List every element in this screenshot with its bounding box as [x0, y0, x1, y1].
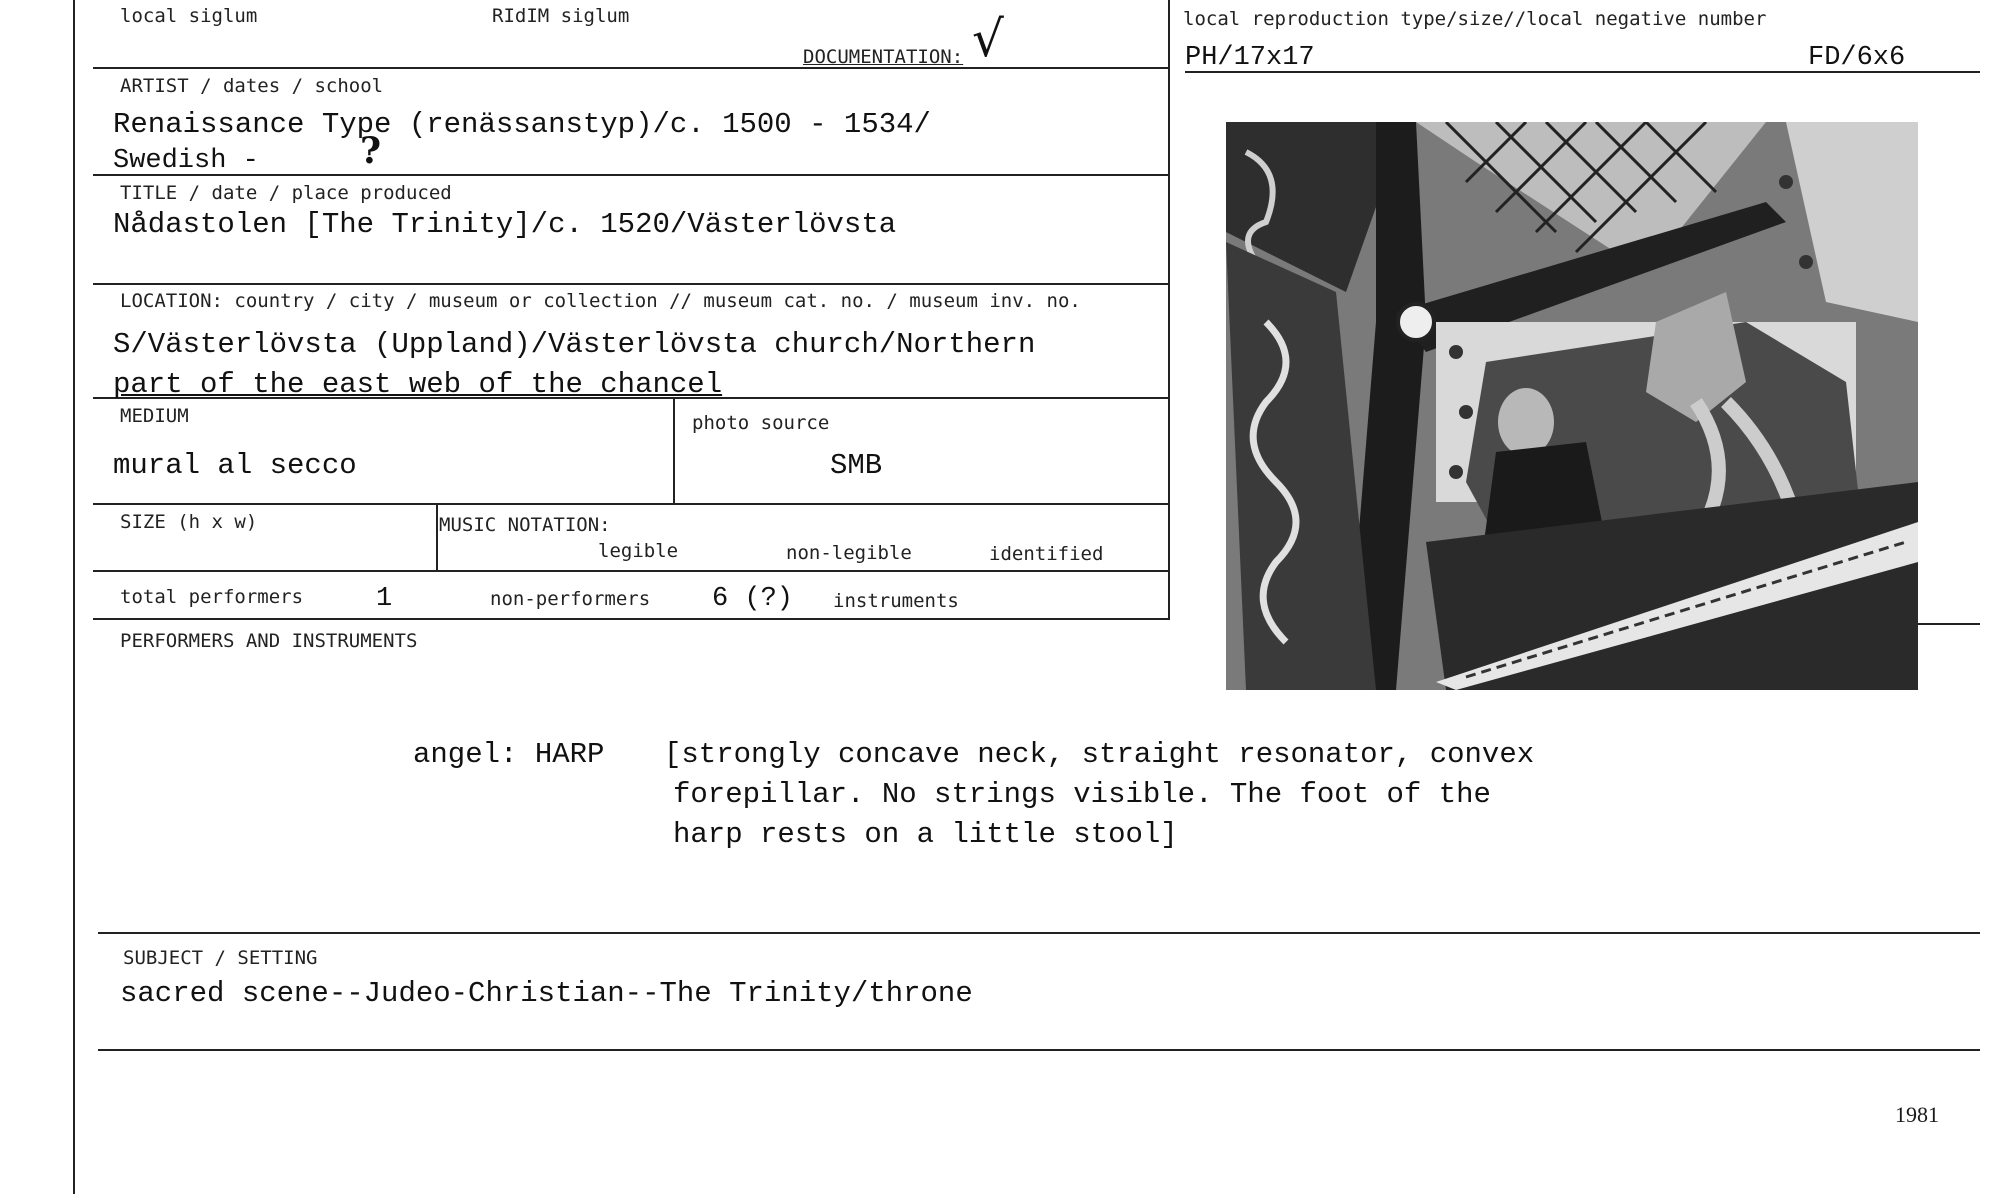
location-label: LOCATION: country / city / museum or collection // museum cat. no. / museum inv. no. [120, 290, 1081, 312]
rule-header [93, 67, 1168, 69]
local-siglum-label: local siglum [120, 5, 258, 27]
size-divider [436, 503, 438, 571]
negative-number-value: FD/6x6 [1808, 43, 1906, 73]
location-line-1: S/Västerlövsta (Uppland)/Västerlövsta church/Northern [113, 328, 1036, 361]
artist-line-1: Renaissance Type (renässanstyp)/c. 1500 - 1534/ [113, 108, 931, 141]
instrument-description-line-3: harp rests on a little stool] [673, 818, 1178, 851]
rule-subject [98, 1049, 1980, 1051]
instrument-entry-prefix: angel: HARP [413, 738, 605, 771]
artist-line-2: Swedish - [113, 146, 259, 176]
total-performers-value: 1 [376, 584, 393, 614]
non-performers-value: 6 (?) [712, 584, 794, 614]
size-label: SIZE (h x w) [120, 511, 258, 533]
rule-photo-side [1918, 623, 1980, 625]
photo-source-label: photo source [692, 412, 830, 434]
documentation-label: DOCUMENTATION: [803, 46, 964, 68]
medium-label: MEDIUM [120, 405, 189, 427]
right-column-divider [1168, 0, 1170, 620]
performers-instruments-label: PERFORMERS AND INSTRUMENTS [120, 630, 418, 652]
title-value: Nådastolen [The Trinity]/c. 1520/Västerlövsta [113, 208, 897, 241]
notation-non-legible: non-legible [786, 542, 912, 564]
card-left-border [73, 0, 75, 1194]
reproduction-value: PH/17x17 [1185, 43, 1315, 73]
notation-legible: legible [598, 540, 679, 562]
rule-instruments [98, 932, 1980, 934]
instrument-description-line-1: [strongly concave neck, straight resonator, convex [664, 738, 1535, 771]
reproduction-label: local reproduction type/size//local negative number [1183, 8, 1767, 30]
year-stamp: 1981 [1895, 1102, 1939, 1127]
subject-value: sacred scene--Judeo-Christian--The Trinity/throne [120, 977, 973, 1010]
artist-handwritten-note: ? [360, 130, 382, 172]
total-performers-label: total performers [120, 586, 304, 608]
rule-title [93, 283, 1168, 285]
instrument-description-line-2: forepillar. No strings visible. The foot of the [673, 778, 1491, 811]
notation-identified: identified [989, 543, 1104, 565]
artist-label: ARTIST / dates / school [120, 75, 384, 97]
medium-value: mural al secco [113, 449, 357, 482]
location-line-2: part of the east web of the chancel [113, 368, 723, 401]
title-label: TITLE / date / place produced [120, 182, 452, 204]
music-notation-label: MUSIC NOTATION: [439, 514, 611, 536]
ridim-siglum-label: RIdIM siglum [492, 5, 630, 27]
mural-photograph [1226, 122, 1918, 690]
rule-performers [93, 618, 1168, 620]
documentation-checkmark: √ [972, 10, 1004, 68]
medium-divider [673, 397, 675, 503]
rule-medium [93, 503, 1168, 505]
rule-size [93, 570, 1168, 572]
subject-label: SUBJECT / SETTING [123, 947, 318, 969]
photo-source-value: SMB [830, 449, 883, 482]
instruments-label: instruments [833, 590, 959, 612]
non-performers-label: non-performers [490, 588, 651, 610]
